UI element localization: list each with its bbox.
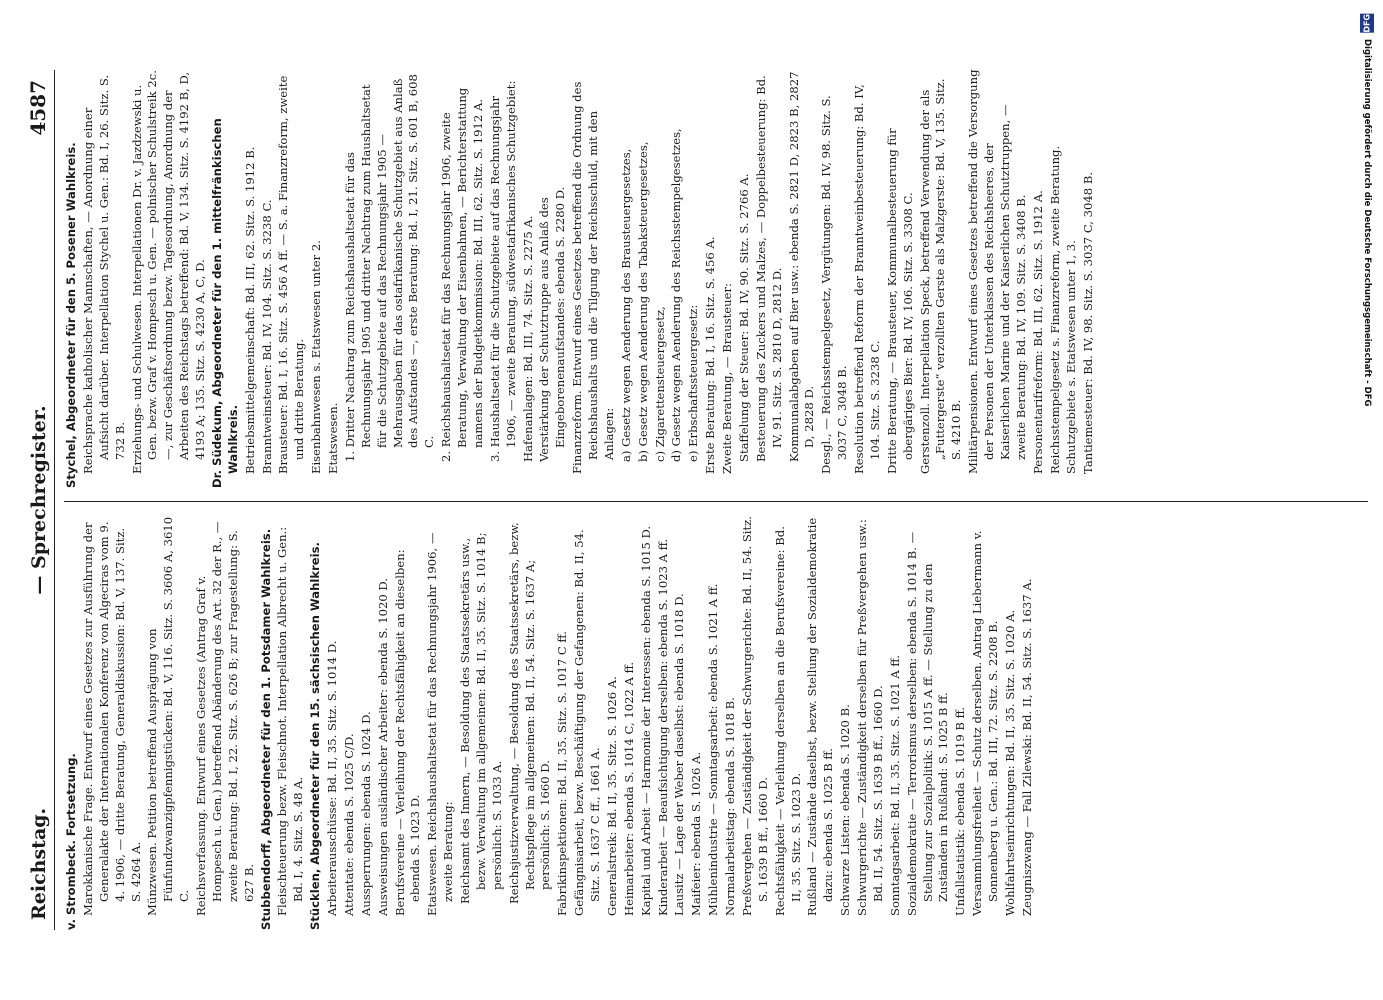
register-entry: Militärpensionen. Entwurf eines Gesetzes betreffend die Versorgung der Personen der Unterklassen des Reichsheeres, der Kaiserlichen Marine und der Kaiserlichen Schutztruppen, — zweite Beratung: Bd. IV, 109. Sitz. S. 3408 B. — [965, 69, 1028, 474]
register-entry: Marokkanische Frage. Entwurf eines Gesetzes zur Ausführung der Generalakte der Internationalen Konferenz von Algeciras vom 9. 4. 1906, — dritte Beratung, Generaldiskussion: Bd. V, 137. Sitz. S. 4264 A. — [80, 521, 142, 916]
register-entry: Reichsjustizverwaltung, — Besoldung des Staatssekretärs, bezw. Rechtspflege im allgemeinen: Bd. II, 54. Sitz. S. 1637 A; persönlich: S. 1660 D. — [506, 522, 552, 904]
register-entry: Personentarifreform: Bd. III, 62. Sitz. S. 1912 A. — [1030, 190, 1045, 474]
digitization-sidebar — [1353, 8, 1381, 407]
register-entry: Schutzgebiete s. Etatswesen unter 1, 3. — [1063, 240, 1078, 474]
register-entry: Unfallstatistik: ebenda S. 1019 B ff. — [952, 706, 967, 916]
page-number: 4587 — [25, 80, 50, 136]
register-entry: Besteuerung des Zuckers und Malzes, — Doppelbesteuerung: Bd. IV, 91. Sitz. S. 2810 D, 2812 D. — [753, 75, 784, 462]
register-entry: Zweite Beratung, — Brausteuer: — [719, 283, 734, 474]
register-entry: Resolution betreffend Reform der Branntweinbesteuerung: Bd. IV, 104. Sitz. S. 3238 C. — [851, 84, 882, 474]
register-entry: 3. Haushaltsetat für die Schutzgebiete auf das Rechnungsjahr 1906, — zweite Beratung, südwestafrikanisches Schutzgebiet: — [487, 80, 518, 462]
digitization-note: Digitalisierung gefördert durch die Deutsche Forschungsgemeinschaft - DFG — [1362, 38, 1372, 407]
page-header — [22, 70, 55, 930]
register-entry: Dritte Beratung, — Brausteuer, Kommunalbesteuerung für obergäriges Bier: Bd. IV, 106. Sitz. S. 3308 C. — [884, 128, 915, 474]
register-entry: Attentate: ebenda S. 1025 C/D. — [341, 733, 356, 916]
register-entry: Branntweinsteuer: Bd. IV, 104. Sitz. S. 3238 C. — [259, 199, 273, 474]
register-entry: Erziehungs- und Schulwesen. Interpellationen Dr. v. Jazdzewski u. Gen. bezw. Graf v. Hompesch u. Gen. — polnischer Schulstreik 2c. —, zur Geschäftsordnung bezw. Tagesordnung, Anordnung der Arbeiten des Reichstags betreffend: Bd. V, 134. Sitz. S. 4192 B, D, 4193 A; 135. Sitz. S. 4230 A, C, D. — [129, 70, 207, 474]
register-entry: Etatswesen. — [325, 402, 340, 474]
register-entry: Verstärkung der Schutztruppe aus Anlaß des Eingeborenenaufstandes: ebenda S. 2280 D. — [536, 186, 567, 462]
register-entry: Eisenbahnwesen s. Etatswesen unter 2. — [308, 240, 323, 474]
register-entry: Rußland — Zustände daselbst, bezw. Stellung der Sozialdemokratie dazu: ebenda S. 1025 B ff. — [804, 517, 835, 916]
register-entry: Schwurgerichte — Zuständigkeit derselben für Preßvergehen usw.: Bd. II, 54. Sitz. S. 1639 B ff., 1660 D. — [854, 519, 885, 916]
register-heading: Dr. Südekum, Abgeordneter für den 1. mittelfränkischen Wahlkreis. — [209, 118, 240, 488]
register-entry: Gefängnisarbeit, bezw. Beschäftigung der Gefangenen: Bd. II, 54. Sitz. S. 1637 C ff., 1661 A. — [571, 529, 602, 916]
register-entry: Preßvergehen — Zuständigkeit der Schwurgerichte: Bd. II, 54. Sitz. S. 1639 B ff., 1660 D. — [739, 516, 770, 916]
column-divider — [64, 501, 1368, 502]
register-entry: 2. Reichshaushaltsetat für das Rechnungsjahr 1906, zweite Beratung, Verwaltung der Eisenbahnen, — Berichterstattung namens der Budgetkommission: Bd. III, 62. Sitz. S. 1912 A. — [438, 87, 485, 462]
register-entry: Sonntagsarbeit: Bd. II, 35. Sitz. S. 1021 A ff. — [887, 655, 902, 916]
register-entry: Desgl., — Reichsstempelgesetz, Vergütungen: Bd. IV, 98. Sitz. S. 3037 C, 3048 B. — [818, 95, 849, 474]
register-entry: Erste Beratung: Bd. I, 16. Sitz. S. 456 A. — [702, 236, 717, 474]
register-entry: Rechtsfähigkeit — Verleihung derselben an die Berufsvereine: Bd. II, 35. Sitz. S. 1023 D. — [772, 526, 802, 916]
register-entry: Finanzreform. Entwurf eines Gesetzes betreffend die Ordnung des Reichshaushalts und die Tilgung der Reichsschuld, mit den Anlagen: — [569, 81, 616, 474]
register-heading: Stychel, Abgeordneter für den 5. Posener Wahlkreis. — [63, 142, 78, 488]
register-entry: Aussperrungen: ebenda S. 1024 D. — [358, 711, 373, 916]
dfg-logo: DFG — [1360, 14, 1374, 33]
register-entry: Etatswesen. Reichshaushaltsetat für das Rechnungsjahr 1906, — zweite Beratung: — [424, 532, 455, 916]
register-entry: Tantiemesteuer: Bd. IV, 98. Sitz. S. 3037 C, 3048 B. — [1080, 171, 1095, 474]
register-entry: Arbeiterausschüsse: Bd. II, 35. Sitz. S. 1014 D. — [324, 640, 339, 916]
header-center-title: — Sprechregister. — [27, 405, 50, 595]
register-heading: Stubbendorff, Abgeordneter für den 1. Potsdamer Wahlkreis. — [258, 528, 272, 930]
register-entry: Heimarbeiter: ebenda S. 1014 C, 1022 A ff. — [621, 661, 636, 916]
register-entry: Maifeier: ebenda S. 1026 A. — [688, 751, 703, 916]
register-entry: c) Zigarettensteuergesetz, — [652, 306, 666, 462]
right-column — [64, 68, 1368, 488]
register-entry: Mühlenindustrie — Sonntagsarbeit: ebenda S. 1021 A ff. — [705, 583, 720, 916]
register-entry: Kommunalabgaben auf Bier usw.: ebenda S. 2821 D, 2823 B, 2827 D, 2828 D. — [786, 71, 816, 462]
register-entry: Schwarze Listen: ebenda S. 1020 B. — [837, 704, 852, 916]
register-entry: Reichsprache katholischer Mannschaften, — Anordnung einer Aufsicht darüber. Interpellation Stychel u. Gen.: Bd. I, 26. Sitz. S. 732 B. — [80, 74, 127, 474]
register-entry: Berufsvereine — Verleihung der Rechtsfähigkeit an dieselben: ebenda S. 1023 D. — [392, 549, 422, 916]
register-entry: d) Gesetz wegen Aenderung des Reichsstempelgesetzes, — [668, 128, 683, 462]
register-heading: Stücklen, Abgeordneter für den 15. sächsischen Wahlkreis. — [307, 542, 322, 930]
register-entry: Gerstenzoll. Interpellation Speck, betreffend Verwendung der als „Futtergerste“ verzollten Gerste als Malzgerste: Bd. V, 135. Sitz. S. 4210 B. — [917, 78, 963, 474]
register-entry: Reichsamt des Innern, — Besoldung des Staatssekretärs usw., bezw. Verwaltung im allgemeinen: Bd. II, 35. Sitz. S. 1014 B; persönlich: S. 1033 A. — [457, 532, 504, 904]
register-entry: e) Erbschaftssteuergesetz: — [685, 304, 700, 462]
register-entry: b) Gesetz wegen Aenderung des Tabaksteuergesetzes, — [635, 141, 650, 462]
register-entry: Zeugniszwang — Fall Zilewski: Bd. II, 54. Sitz. S. 1637 A. — [1019, 578, 1034, 916]
register-entry: Betriebsmittelgemeinschaft: Bd. III, 62. Sitz. S. 1912 B. — [242, 146, 257, 474]
rotated-page — [2, 20, 1382, 980]
register-entry: Normalarbeitstag: ebenda S. 1018 B. — [722, 697, 737, 916]
register-entry: Reichsstempelgesetz s. Finanzreform, zweite Beratung. — [1047, 145, 1061, 474]
register-entry: Reichsverfassung. Entwurf eines Gesetzes (Antrag Graf v. Hompesch u. Gen.) betreffend Abänderung des Art. 32 der R., — zweite Beratung: Bd. I, 22. Sitz. S. 626 B; zur Fragestellung: S. 627 B. — [193, 521, 256, 916]
register-entry: Ausweisungen ausländischer Arbeiter: ebenda S. 1020 D. — [375, 578, 390, 916]
left-column — [64, 514, 1368, 930]
register-heading: v. Strombeck. Fortsetzung. — [63, 753, 78, 930]
register-entry: Generalstreik: Bd. II, 35. Sitz. S. 1026 A. — [604, 676, 619, 916]
register-entry: Kinderarbeit — Beaufsichtigung derselben: ebenda S. 1023 A ff. — [655, 538, 669, 916]
register-entry: Fabrikinspektionen: Bd. II, 35. Sitz. S. 1017 C ff. — [554, 631, 569, 916]
register-entry: Wohlfahrtseinrichtungen: Bd. II, 35. Sitz. S. 1020 A. — [1002, 609, 1017, 916]
register-entry: Kapital und Arbeit — Harmonie der Interessen: ebenda S. 1015 D. — [638, 525, 653, 916]
register-entry: Münzwesen. Petition betreffend Ausprägung von Fünfundzwanzigpfennigstücken: Bd. V, 116. Sitz. S. 3606 A, 3610 C. — [144, 516, 191, 916]
register-entry: a) Gesetz wegen Aenderung des Brausteuergesetzes, — [618, 148, 633, 462]
register-entry: Sozialdemokratie — Terrorismus derselben: ebenda S. 1014 B. — Stellung zur Sozialpolitik: S. 1015 A ff. — Stellung zu den Zuständen in Rußland: S. 1025 B ff. — [904, 531, 950, 916]
register-entry: Lausitz — Lage der Weber daselbst: ebenda S. 1018 D. — [671, 593, 686, 916]
register-entry: Hafenanlagen: Bd. III, 74. Sitz. S. 2275 A. — [520, 215, 534, 462]
register-entry: Fleischteuerung bezw. Fleischnot. Interpellation Albrecht u. Gen.: Bd. I, 4. Sitz. S. 48 A. — [274, 526, 305, 916]
header-left-title: Reichstag. — [27, 807, 50, 920]
register-entry: 1. Dritter Nachtrag zum Reichshaushaltsetat für das Rechnungsjahr 1905 und dritter Nachtrag zum Haushaltsetat für die Schutzgebiete auf das Rechnungsjahr 1905 — Mehrausgaben für das ostafrikanische Schutzgebiet aus Anlaß des Aufstandes —, erste Beratung: Bd. I, 21. Sitz. S. 601 B, 608 C. — [342, 74, 436, 462]
register-entry: Versammlungsfreiheit — Schutz derselben. Antrag Liebermann v. Sonnenberg u. Gen.: Bd. III, 72. Sitz. S. 2208 B. — [969, 530, 1000, 916]
register-entry: Brausteuer: Bd. I, 16. Sitz. S. 456 A ff. — S. a. Finanzreform, zweite und dritte Beratung. — [275, 75, 306, 474]
register-entry: Staffelung der Steuer: Bd. IV, 90. Sitz. S. 2766 A. — [736, 173, 751, 462]
